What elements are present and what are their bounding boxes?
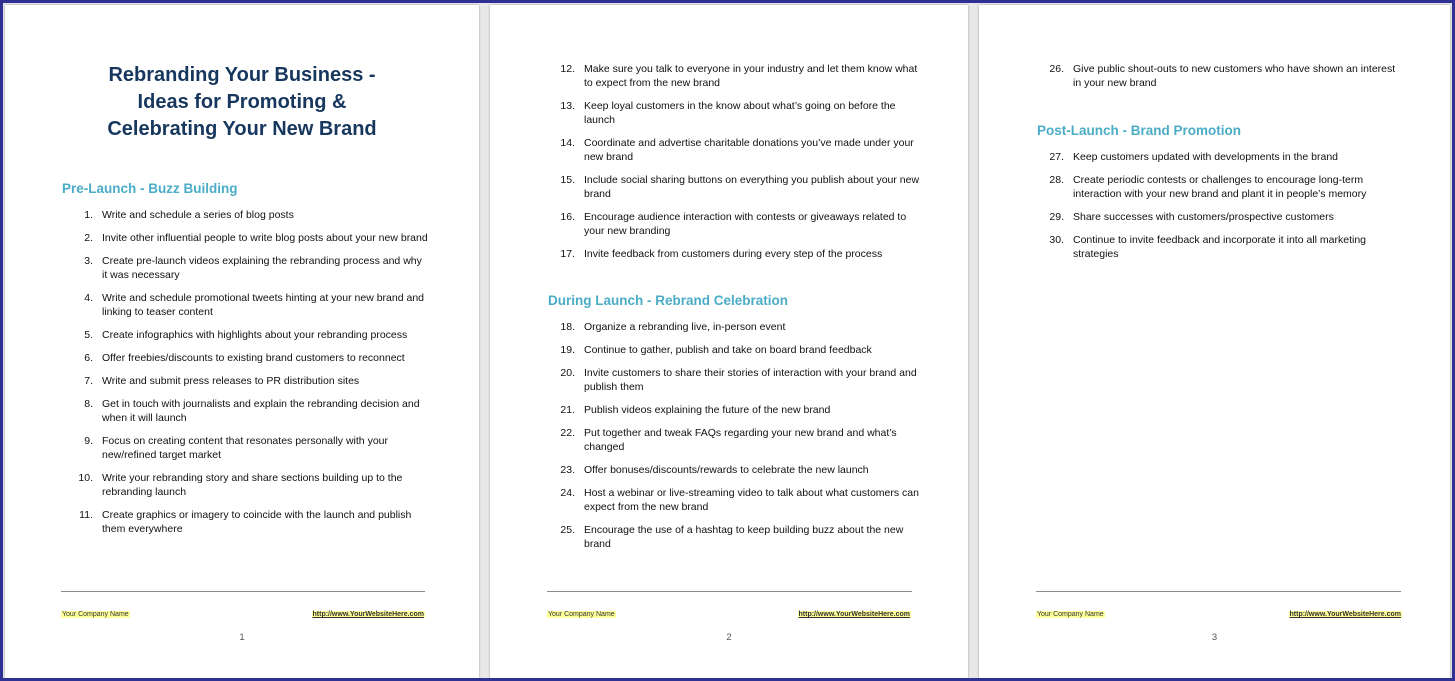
list-item-text: Continue to invite feedback and incorporate it into all marketing strategies — [1073, 234, 1367, 260]
list-item — [549, 247, 921, 261]
list-item-text: Focus on creating content that resonates personally with your new/refined target market — [102, 435, 388, 461]
list-item-text: Write your rebranding story and share sections building up to the rebranding launch — [102, 472, 403, 498]
list-item — [67, 208, 429, 222]
list-item — [67, 397, 429, 425]
list-item-number: 27. — [1049, 151, 1064, 163]
list-item — [67, 254, 429, 282]
list-item — [549, 136, 921, 164]
page-number: 1 — [239, 632, 245, 643]
footer-company-name: Your Company Name — [62, 611, 129, 618]
list-item — [549, 463, 921, 477]
list-item-text: Share successes with customers/prospective customers — [1073, 211, 1334, 223]
list-item-number: 11. — [79, 509, 93, 521]
title-line: Celebrating Your New Brand — [107, 118, 377, 140]
list-item-number: 12. — [560, 63, 575, 75]
list-item-text: Write and schedule a series of blog posts — [102, 209, 294, 221]
list-item-number: 18. — [560, 321, 575, 333]
section-heading-pre-launch: Pre-Launch - Buzz Building — [62, 181, 238, 196]
list-item-number: 26. — [1049, 63, 1064, 75]
list-item-number: 8. — [84, 398, 93, 410]
footer-website-link[interactable]: http://www.YourWebsiteHere.com — [312, 611, 424, 618]
list-item-text: Write and submit press releases to PR distribution sites — [102, 375, 360, 387]
list-item-number: 6. — [84, 352, 93, 364]
list-item-number: 2. — [84, 232, 93, 244]
list-item-number: 1. — [84, 209, 93, 221]
list-item-number: 24. — [560, 487, 575, 499]
footer-company-name: Your Company Name — [548, 611, 615, 618]
page-number: 2 — [726, 632, 732, 643]
list-item-text: Create graphics or imagery to coincide with the launch and publish them everywhere — [102, 509, 412, 535]
list-item-text: Offer bonuses/discounts/rewards to celebrate the new launch — [584, 464, 869, 476]
list-item — [549, 486, 921, 514]
list-item — [67, 231, 429, 245]
list-item-text: Continue to gather, publish and take on board brand feedback — [584, 344, 872, 356]
item-list — [67, 208, 429, 545]
list-item-text: Invite other influential people to write blog posts about your new brand — [102, 232, 428, 244]
list-item — [67, 471, 429, 499]
list-item-number: 10. — [78, 472, 93, 484]
item-list — [549, 62, 921, 270]
list-item-text: Encourage audience interaction with contests or giveaways related to your new branding — [584, 211, 907, 237]
list-item — [549, 173, 921, 201]
section-heading-post-launch: Post-Launch - Brand Promotion — [1037, 123, 1241, 138]
item-list — [549, 320, 921, 560]
list-item-text: Invite feedback from customers during every step of the process — [584, 248, 883, 260]
list-item-text: Offer freebies/discounts to existing brand customers to reconnect — [102, 352, 405, 364]
list-item — [1038, 150, 1400, 164]
list-item-number: 29. — [1049, 211, 1064, 223]
list-item-text: Organize a rebranding live, in-person event — [584, 321, 786, 333]
list-item-number: 25. — [560, 524, 575, 536]
list-item — [67, 291, 429, 319]
list-item-number: 22. — [560, 427, 575, 439]
list-item-text: Put together and tweak FAQs regarding your new brand and what’s changed — [584, 427, 897, 453]
list-item-number: 28. — [1049, 174, 1064, 186]
document-page-3 — [979, 5, 1450, 678]
list-item — [549, 523, 921, 551]
footer-rule — [1036, 591, 1401, 592]
list-item-number: 23. — [560, 464, 575, 476]
list-item — [67, 508, 429, 536]
list-item-number: 14. — [560, 137, 575, 149]
list-item — [549, 366, 921, 394]
list-item — [549, 426, 921, 454]
list-item-number: 7. — [84, 375, 93, 387]
list-item-text: Invite customers to share their stories of interaction with your brand and publish them — [584, 367, 917, 393]
list-item — [67, 351, 429, 365]
list-item — [549, 99, 921, 127]
item-list — [1038, 62, 1400, 99]
list-item-number: 16. — [560, 211, 575, 223]
list-item — [1038, 62, 1400, 90]
list-item-text: Keep customers updated with developments in the brand — [1073, 151, 1338, 163]
list-item-text: Keep loyal customers in the know about what’s going on before the launch — [584, 100, 896, 126]
list-item-text: Write and schedule promotional tweets hinting at your new brand and linking to teaser content — [102, 292, 424, 318]
footer-company-name: Your Company Name — [1037, 611, 1104, 618]
footer-website-link[interactable]: http://www.YourWebsiteHere.com — [1289, 611, 1401, 618]
list-item-text: Host a webinar or live-streaming video to talk about what customers can expect from the new brand — [584, 487, 919, 513]
page-number: 3 — [1211, 632, 1218, 643]
footer-rule — [61, 591, 425, 592]
footer-website-link[interactable]: http://www.YourWebsiteHere.com — [798, 611, 910, 618]
list-item-text: Include social sharing buttons on everything you publish about your new brand — [584, 174, 920, 200]
list-item-text: Coordinate and advertise charitable donations you’ve made under your new brand — [584, 137, 914, 163]
title-line: Ideas for Promoting & — [137, 91, 347, 113]
list-item-number: 4. — [84, 292, 93, 304]
list-item-number: 5. — [84, 329, 93, 341]
footer-rule — [547, 591, 912, 592]
list-item — [549, 320, 921, 334]
list-item — [67, 434, 429, 462]
list-item-number: 30. — [1049, 234, 1064, 246]
list-item-number: 17. — [560, 248, 575, 260]
list-item-text: Encourage the use of a hashtag to keep building buzz about the new brand — [584, 524, 904, 550]
list-item-number: 20. — [560, 367, 575, 379]
list-item — [67, 328, 429, 342]
document-title — [5, 62, 479, 143]
section-heading-during-launch: During Launch - Rebrand Celebration — [548, 293, 789, 308]
document-page-2 — [490, 5, 968, 678]
list-item — [549, 403, 921, 417]
list-item — [549, 210, 921, 238]
list-item — [1038, 210, 1400, 224]
list-item-number: 21. — [560, 404, 575, 416]
list-item-text: Create infographics with highlights about your rebranding process — [102, 329, 408, 341]
list-item-number: 3. — [84, 255, 93, 267]
document-page-1 — [5, 5, 479, 678]
document-viewport[interactable] — [3, 3, 1452, 678]
list-item-text: Create pre-launch videos explaining the rebranding process and why it was necessary — [102, 255, 422, 281]
list-item — [1038, 173, 1400, 201]
list-item-text: Get in touch with journalists and explain the rebranding decision and when it will launch — [102, 398, 420, 424]
list-item — [549, 343, 921, 357]
list-item-text: Create periodic contests or challenges to encourage long-term interaction with your new brand and plant it in people’s memory — [1073, 174, 1367, 200]
list-item-number: 13. — [560, 100, 575, 112]
item-list — [1038, 150, 1400, 270]
list-item — [67, 374, 429, 388]
list-item-number: 9. — [84, 435, 93, 447]
list-item — [549, 62, 921, 90]
list-item — [1038, 233, 1400, 261]
list-item-text: Make sure you talk to everyone in your industry and let them know what to expect from the new brand — [584, 63, 918, 89]
list-item-text: Give public shout-outs to new customers who have shown an interest in your new brand — [1073, 63, 1396, 89]
list-item-number: 19. — [560, 344, 575, 356]
list-item-text: Publish videos explaining the future of the new brand — [584, 404, 831, 416]
title-line: Rebranding Your Business - — [108, 64, 376, 86]
list-item-number: 15. — [560, 174, 575, 186]
